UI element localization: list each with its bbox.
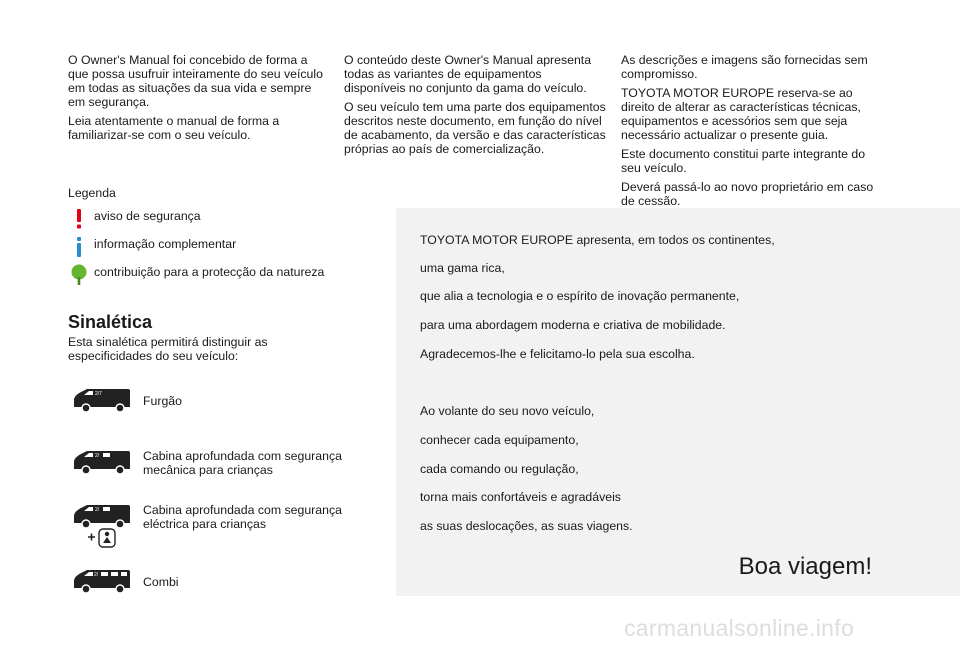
farewell-text: Boa viagem!	[738, 553, 872, 580]
intro-paragraph: Deverá passá-lo ao novo proprietário em caso de cessão.	[621, 180, 874, 208]
legend-item-info	[68, 236, 237, 264]
legend-title: Legenda	[68, 186, 116, 200]
vehicle-label: Cabina aprofundada com segurança eléctrica para crianças	[143, 503, 342, 531]
intro-column-3	[621, 53, 883, 213]
panel-line: Agradecemos-lhe e felicitamo-lo pela sua escolha.	[420, 347, 695, 361]
legend-item-label: aviso de segurança	[94, 209, 201, 223]
intro-paragraph: O seu veículo tem uma parte dos equipamentos descritos neste documento, em função do nível de acabamento, da versão e das características próprias ao país de comercialização.	[344, 100, 606, 156]
exclamation-icon	[70, 208, 88, 230]
crew-cab-van-electric-icon	[72, 503, 132, 529]
van-icon	[72, 387, 132, 413]
intro-paragraph: O Owner's Manual foi concebido de forma a que possa usufruir inteiramente do seu veículo em todas as situações da sua vida e sempre em segurança.	[68, 53, 323, 109]
tree-icon	[70, 264, 88, 286]
panel-line: Ao volante do seu novo veículo,	[420, 404, 595, 418]
legend-item-label: contribuição para a protecção da natureza	[94, 265, 325, 279]
panel-line: para uma abordagem moderna e criativa de mobilidade.	[420, 318, 726, 332]
panel-line: torna mais confortáveis e agradáveis	[420, 490, 621, 504]
crew-cab-van-icon	[72, 449, 132, 475]
legend-item-label: informação complementar	[94, 237, 237, 251]
intro-paragraph: TOYOTA MOTOR EUROPE reserva-se ao direito de alterar as características técnicas, equipamentos e acessórios sem que seja necessário actualizar o presente guia.	[621, 86, 861, 142]
info-icon	[70, 236, 88, 258]
svg-text:2/7: 2/7	[95, 391, 102, 397]
panel-line: cada comando ou regulação,	[420, 462, 579, 476]
legend-item-safety	[68, 208, 201, 236]
intro-column-1	[68, 53, 328, 147]
combi-van-icon	[72, 568, 132, 594]
panel-line: conhecer cada equipamento,	[420, 433, 579, 447]
svg-text:2/: 2/	[95, 453, 100, 459]
intro-paragraph: Este documento constitui parte integrante do seu veículo.	[621, 147, 866, 175]
intro-paragraph: O conteúdo deste Owner's Manual apresenta todas as variantes de equipamentos disponíveis no conjunto da gama do veículo.	[344, 53, 592, 95]
section-description: Esta sinalética permitirá distinguir as especificidades do seu veículo:	[68, 335, 268, 363]
svg-text:2/: 2/	[95, 507, 100, 513]
intro-paragraph: As descrições e imagens são fornecidas sem compromisso.	[621, 53, 868, 81]
panel-line: TOYOTA MOTOR EUROPE apresenta, em todos os continentes,	[420, 233, 775, 247]
legend-item-nature	[68, 264, 325, 292]
welcome-panel	[396, 208, 960, 596]
child-lock-icon	[86, 527, 118, 549]
panel-line: as suas deslocações, as suas viagens.	[420, 519, 633, 533]
panel-line: uma gama rica,	[420, 261, 505, 275]
vehicle-label: Cabina aprofundada com segurança mecânica para crianças	[143, 449, 342, 477]
intro-column-2	[344, 53, 606, 161]
vehicle-label: Combi	[143, 575, 179, 589]
intro-paragraph: Leia atentamente o manual de forma a familiarizar-se com o seu veículo.	[68, 114, 280, 142]
section-title: Sinalética	[68, 312, 153, 332]
watermark: carmanualsonline.info	[624, 615, 855, 641]
vehicle-label: Furgão	[143, 394, 182, 408]
svg-text:2/: 2/	[94, 572, 99, 578]
panel-line: que alia a tecnologia e o espírito de inovação permanente,	[420, 289, 740, 303]
legend	[68, 186, 325, 292]
